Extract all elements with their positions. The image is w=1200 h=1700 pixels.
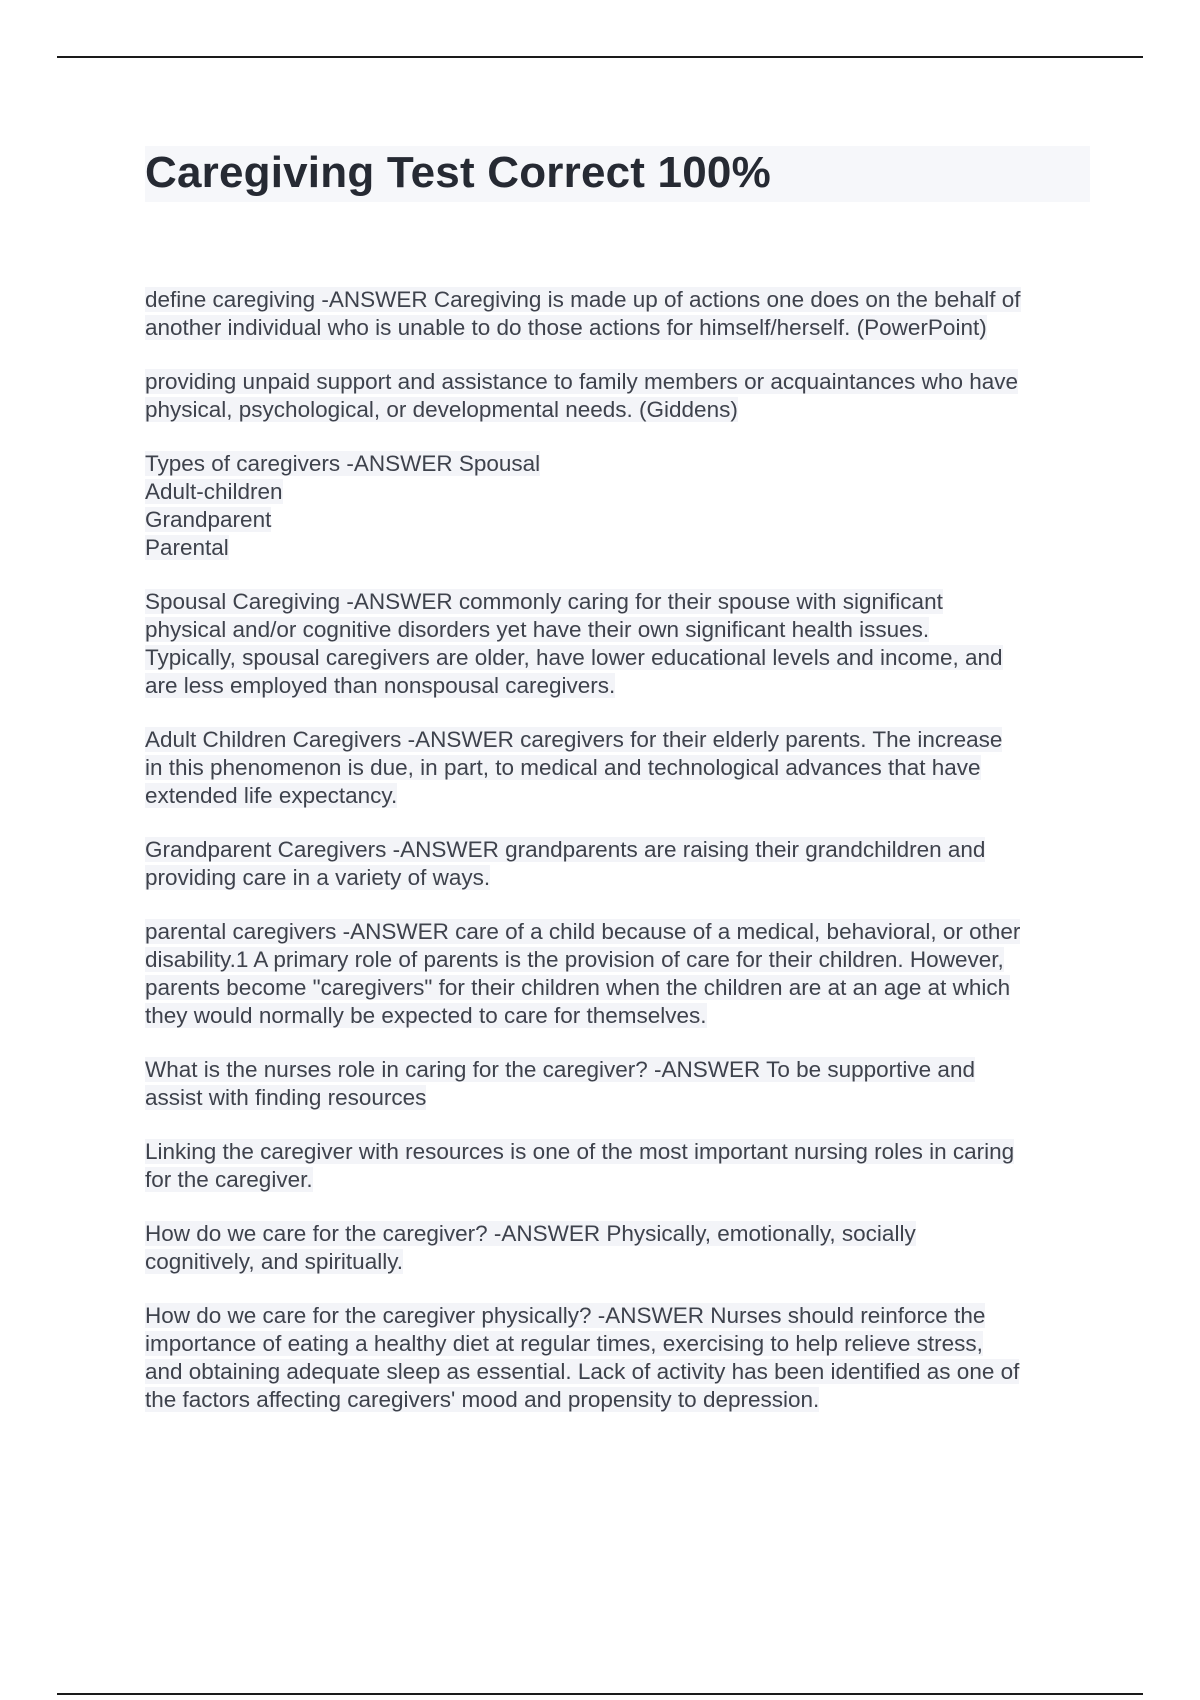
paragraph-line: extended life expectancy.: [145, 783, 398, 808]
qa-paragraph-grandparent-caregivers: [145, 836, 1090, 892]
paragraph-line: providing unpaid support and assistance to family members or acquaintances who have: [145, 369, 1018, 394]
paragraph-line: the factors affecting caregivers' mood and propensity to depression.: [145, 1387, 820, 1412]
qa-paragraph-linking-resources: [145, 1138, 1090, 1194]
paragraph-line: for the caregiver.: [145, 1167, 313, 1192]
paragraph-line: Grandparent: [145, 507, 272, 532]
paragraph-line: Adult Children Caregivers -ANSWER caregivers for their elderly parents. The increase: [145, 727, 1003, 752]
paragraph-line: in this phenomenon is due, in part, to medical and technological advances that have: [145, 755, 981, 780]
paragraph-line: disability.1 A primary role of parents is the provision of care for their children. However,: [145, 947, 1004, 972]
paragraph-line: physical and/or cognitive disorders yet have their own significant health issues.: [145, 617, 930, 642]
paragraph-line: How do we care for the caregiver? -ANSWER Physically, emotionally, socially: [145, 1221, 916, 1246]
paragraph-line: Spousal Caregiving -ANSWER commonly caring for their spouse with significant: [145, 589, 943, 614]
paragraph-line: they would normally be expected to care for themselves.: [145, 1003, 707, 1028]
qa-paragraph-nurses-role: [145, 1056, 1090, 1112]
footer-rule: [57, 1693, 1143, 1695]
page-title: Caregiving Test Correct 100%: [145, 146, 1090, 202]
paragraph-line: providing care in a variety of ways.: [145, 865, 491, 890]
paragraph-line: define caregiving -ANSWER Caregiving is made up of actions one does on the behalf of: [145, 287, 1021, 312]
header-rule: [57, 56, 1143, 58]
paragraph-line: What is the nurses role in caring for the caregiver? -ANSWER To be supportive and: [145, 1057, 975, 1082]
qa-paragraph-unpaid-support: [145, 368, 1090, 424]
paragraph-line: parental caregivers -ANSWER care of a child because of a medical, behavioral, or other: [145, 919, 1021, 944]
qa-paragraph-adult-children-caregivers: [145, 726, 1090, 810]
qa-paragraph-care-physically: [145, 1302, 1090, 1414]
qa-paragraph-parental-caregivers: [145, 918, 1090, 1030]
paragraph-line: Types of caregivers -ANSWER Spousal: [145, 451, 541, 476]
qa-paragraph-types-of-caregivers: [145, 450, 1090, 562]
paragraph-line: physical, psychological, or developmental needs. (Giddens): [145, 397, 738, 422]
paragraph-line: are less employed than nonspousal caregivers.: [145, 673, 616, 698]
qa-paragraph-care-for-caregiver: [145, 1220, 1090, 1276]
document-body: [145, 146, 1090, 1440]
paragraph-line: cognitively, and spiritually.: [145, 1249, 404, 1274]
paragraph-line: Typically, spousal caregivers are older, have lower educational levels and income, and: [145, 645, 1003, 670]
title-spacer: [145, 202, 1090, 286]
paragraph-line: Parental: [145, 535, 229, 560]
qa-paragraph-define-caregiving: [145, 286, 1090, 342]
paragraph-line: Grandparent Caregivers -ANSWER grandparents are raising their grandchildren and: [145, 837, 986, 862]
qa-paragraph-spousal-caregiving: [145, 588, 1090, 700]
paragraph-line: another individual who is unable to do those actions for himself/herself. (PowerPoint): [145, 315, 987, 340]
paragraph-line: Adult-children: [145, 479, 283, 504]
paragraph-line: parents become "caregivers" for their children when the children are at an age at which: [145, 975, 1011, 1000]
paragraph-line: Linking the caregiver with resources is one of the most important nursing roles in caring: [145, 1139, 1015, 1164]
paragraph-line: How do we care for the caregiver physically? -ANSWER Nurses should reinforce the: [145, 1303, 986, 1328]
paragraph-line: importance of eating a healthy diet at regular times, exercising to help relieve stress,: [145, 1331, 983, 1356]
paragraph-line: assist with finding resources: [145, 1085, 427, 1110]
paragraph-line: and obtaining adequate sleep as essential. Lack of activity has been identified as one of: [145, 1359, 1020, 1384]
